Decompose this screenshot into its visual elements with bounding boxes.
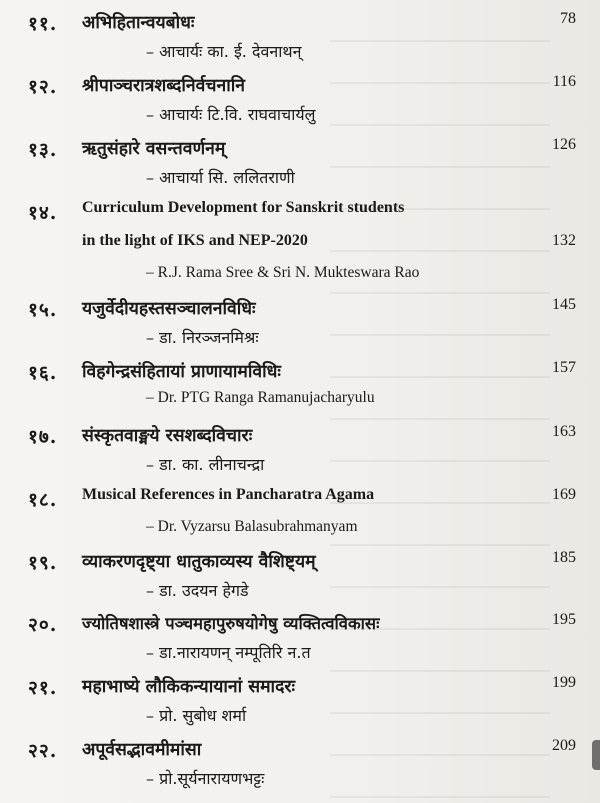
entry-title: ज्योतिषशास्त्रे पञ्चमहापुरुषयोगेषु व्यक्तित्वविकासः	[82, 614, 380, 633]
entry-number: १३.	[28, 139, 58, 161]
entry-author: – R.J. Rama Sree & Sri N. Mukteswara Rao	[146, 264, 420, 281]
entry-title-continued: in the light of IKS and NEP-2020	[82, 232, 308, 249]
entry-number: १६.	[28, 362, 58, 384]
entry-page: 169	[552, 486, 576, 503]
entry-page: 116	[552, 73, 576, 90]
entry-author: – प्रो.सूर्यनारायणभट्टः	[146, 769, 265, 788]
entry-page: 185	[552, 549, 576, 566]
entry-number: २२.	[28, 740, 58, 762]
entry-number: ११.	[28, 13, 58, 35]
entry-title: अपूर्वसद्भावमीमांसा	[82, 740, 202, 760]
entry-number: १५.	[28, 299, 58, 321]
entry-title: यजुर्वेदीयहस्तसञ्चालनविधिः	[82, 299, 256, 319]
page-edge-shadow	[592, 740, 600, 770]
entry-author: – डा. का. लीनाचन्द्रा	[146, 455, 265, 474]
entry-title: संस्कृतवाङ्मये रसशब्दविचारः	[82, 426, 253, 446]
entry-page: 126	[552, 136, 576, 153]
entry-author: – डा. निरञ्जनमिश्रः	[146, 328, 259, 347]
entry-title: अभिहितान्वयबोधः	[82, 13, 195, 33]
entry-page: 195	[552, 611, 576, 628]
entry-number: १४.	[28, 202, 58, 224]
entry-title: श्रीपाञ्चरात्रशब्दनिर्वचनानि	[82, 76, 245, 96]
entry-title: महाभाष्ये लौकिकन्यायानां समादरः	[82, 677, 296, 697]
entry-title: Curriculum Development for Sanskrit students	[82, 199, 405, 216]
entry-page: 157	[552, 359, 576, 376]
entry-number: २१.	[28, 677, 58, 699]
entry-author: – डा.नारायणन् नम्पूतिरि न.त	[146, 643, 311, 662]
entry-title: व्याकरणदृष्ट्या धातुकाव्यस्य वैशिष्ट्यम्	[82, 552, 316, 572]
entry-page: 78	[560, 10, 576, 27]
entry-number: १८.	[28, 489, 58, 511]
entry-page: 209	[552, 737, 576, 754]
entry-author: – Dr. PTG Ranga Ramanujacharyulu	[146, 389, 375, 406]
entry-number: २०.	[28, 614, 58, 636]
entry-number: १२.	[28, 76, 58, 98]
entry-number: १९.	[28, 552, 58, 574]
entry-title: विहगेन्द्रसंहितायां प्राणायामविधिः	[82, 362, 281, 382]
entry-author: – प्रो. सुबोध शर्मा	[146, 706, 247, 725]
entry-page: 145	[552, 296, 576, 313]
entry-author: – डा. उदयन हेगडे	[146, 581, 249, 600]
entry-title: Musical References in Pancharatra Agama	[82, 486, 375, 503]
entry-number: १७.	[28, 426, 58, 448]
entry-page: 199	[552, 674, 576, 691]
entry-author: – आचार्या सि. ललितराणी	[146, 168, 295, 187]
entry-author: – आचार्यः टि.वि. राघवाचार्यलु	[146, 105, 316, 124]
entry-page: 163	[552, 423, 576, 440]
entry-title: ऋतुसंहारे वसन्तवर्णनम्	[82, 139, 226, 159]
entry-author: – आचार्यः का. ई. देवनाथन्	[146, 42, 302, 61]
entry-author: – Dr. Vyzarsu Balasubrahmanyam	[146, 518, 358, 535]
entry-page: 132	[552, 232, 576, 249]
